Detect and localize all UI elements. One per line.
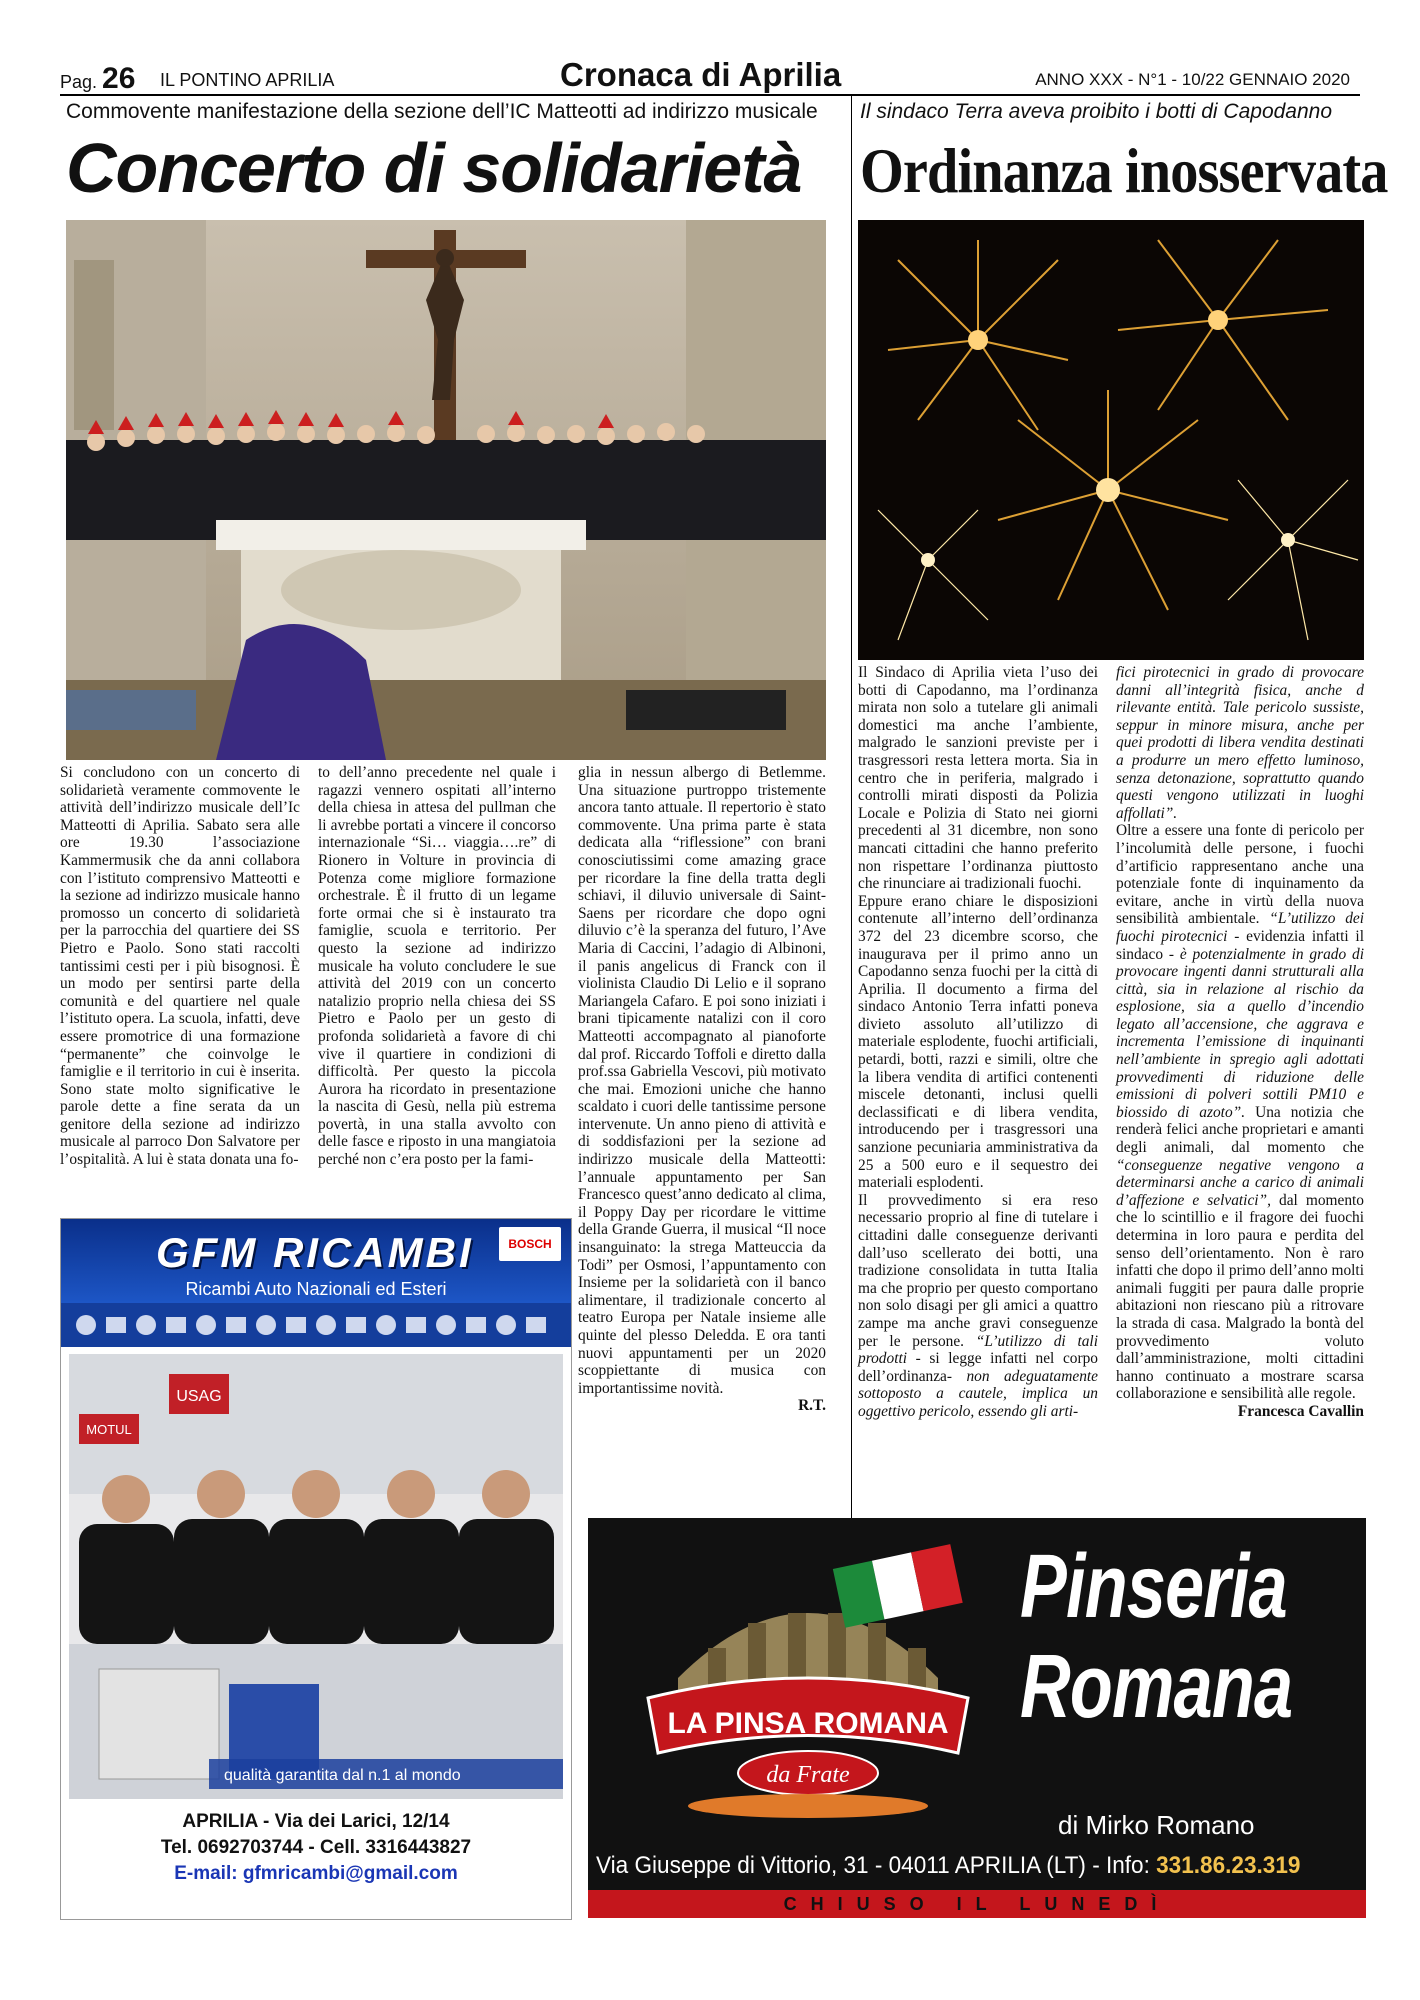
right-article-signature: Francesca Cavallin xyxy=(1237,1402,1364,1420)
gfm-photo-caption: qualità garantita dal n.1 al mondo xyxy=(224,1767,461,1784)
column-divider xyxy=(851,96,852,1536)
pinsa-romana-logo xyxy=(608,1528,1008,1818)
pinseria-name-line2: Romana xyxy=(1020,1637,1293,1737)
right-article-column-2: fici pirotecnici in grado di provocare danni all’integrità fisica, anche d rilevante entità. Tale pericolo sussiste, seppur in minore misura, anche per quei prodotti di libera vendita destinati a produrre un mero effetto luminoso, senza detonazione, soprattutto quando questi vengono utilizzati in luoghi affollati”. Oltre a essere una fonte di pericolo per l’incolumità delle persone, i fuochi d’artificio rappresentano anche una potenziale fonte di inquinamento da evitare, anche in virtù della nuova sensibilità ambientale. “L’utilizzo dei fuochi pirotecnici - evidenzia infatti il sindaco - è potenzialmente in grado di provocare ingenti danni strutturali alla città, sia in relazione al rischio da esplosione, sia a quello d’incendio legato all’accensione, che aggrava e incrementa l’emissione di inquinanti nell’ambiente in spregio agli adottati provvedimenti di riduzione delle emissioni di polveri sottili PM10 e biossido di azoto”. Una notizia che renderà felici anche proprietari e amanti degli animali, dal momento che “conseguenze negative vengono a determinarsi anche a carico di animali d’affezione e selvatici”, dal momento che lo scintillio e il fragore dei fuochi determina in loro paura e perdita del senso dell’orientamento. Non è raro infatti che dopo il primo dell’anno molti animali fuggiti per paura dalle proprie abitazioni non riescano più a ritrovare la strada di casa. Malgrado la bontà del provvedimento voluto dall’amministrazione, molti cittadini hanno continuato a mostrare scarsa collaborazione e sensibilità alle regole. Francesca Cavallin xyxy=(1116,664,1364,1420)
page-label: Pag. 26 xyxy=(60,62,136,95)
pinseria-address: Via Giuseppe di Vittorio, 31 - 04011 APRILIA (LT) - Info: 331.86.23.319 xyxy=(596,1852,1301,1879)
left-article-column-1: Si concludono con un concerto di solidarietà veramente commovente le attività dell’indirizzo musicale dell’Ic Matteotti di Aprilia. Sabato sera alle ore 19.30 l’associazione Kammermusik che da anni collabora con l’istituto comprensivo Matteotti e la sezione ad indirizzo musicale hanno promosso un concerto di solidarietà per la parrocchia del quartiere dei SS Pietro e Paolo. Sono stati raccolti tantissimi cesti per i più bisognosi. È un modo per sentirsi parte della comunità e del quartiere nel quale l’istituto opera. La scuola, infatti, deve essere promotrice di una formazione “permanente” che coinvolge le famiglie e il territorio in cui è inserita. Sono state molto significative le parole dette a fine serata da un genitore della sezione ad indirizzo musicale al parroco Don Salvatore per l’ospitalità. A lui è stata donata una fo- xyxy=(60,764,300,1169)
left-article-title: Concerto di solidarietà xyxy=(66,129,802,207)
section-title: Cronaca di Aprilia xyxy=(560,56,842,93)
issue-info: ANNO XXX - N°1 - 10/22 GENNAIO 2020 xyxy=(1035,70,1350,89)
gfm-staff-photo xyxy=(69,1354,563,1799)
right-article-title: Ordinanza inosservata xyxy=(860,135,1388,206)
bosch-logo: BOSCH xyxy=(499,1227,561,1261)
left-article-column-2: to dell’anno precedente nel quale i ragazzi vennero ospitati all’interno della chiesa in attesa del pullman che li avrebbe portati a vincere il concorso internazionale “Si… viaggia….re” di Rionero in Volture in provincia di Potenza come migliore formazione orchestrale. È il frutto di un legame forte ormai che si è instaurato tra famiglie, scuola e territorio. Per questo la sezione ad indirizzo musicale ha voluto concludere le sue attività del 2019 con un concerto natalizio proprio nella chiesa dei SS Pietro e Paolo per un gesto di profonda solidarietà a favore di chi vive il quartiere in condizioni di difficoltà. Per questo la piccola Aurora ha ricordato in presentazione la nascita di Gesù, nella più estrema povertà, in una stalla avvolto con delle fasce e riposto in una mangiatoia perché non c’era posto per la fami- xyxy=(318,764,556,1169)
gfm-banner xyxy=(61,1219,571,1303)
pinsa-logo-title: LA PINSA ROMANA xyxy=(667,1707,949,1740)
pinseria-phone[interactable]: 331.86.23.319 xyxy=(1156,1852,1301,1879)
gfm-email[interactable]: E-mail: gfmricambi@gmail.com xyxy=(174,1863,458,1884)
left-article-signature: R.T. xyxy=(798,1397,826,1415)
gfm-ricambi-ad[interactable] xyxy=(60,1218,572,1920)
header-divider xyxy=(60,94,1360,96)
usag-sign: USAG xyxy=(176,1388,222,1405)
pinseria-name-line1: Pinseria xyxy=(1020,1537,1287,1637)
newspaper-name: IL PONTINO APRILIA xyxy=(160,70,335,90)
left-article-kicker: Commovente manifestazione della sezione dell’IC Matteotti ad indirizzo musicale xyxy=(66,100,818,123)
left-article-column-3: glia in nessun albergo di Betlemme. Una situazione purtroppo tristemente ancora tanto attuale. Il repertorio è stato commovente. Una prima parte è stata dedicata alla “riflessione” con brani conosciutissimi come amazing grace per ricordare la fine della tratta degli schiavi, il diluvio universale di Saint-Saens per ricordare che dopo ogni diluvio c’è la speranza del futuro, l’Ave Maria di Caccini, l’adagio di Albinoni, il panis angelicus di Franck con il violinista Claudio Di Lelio e il soprano Mariangela Cafaro. E poi sono iniziati i brani tipicamente natalizi con il coro Matteotti accompagnato al pianoforte dal prof. Riccardo Toffoli e diretto dalla prof.ssa Gabriella Vescovi, più motivato che mai. Emozioni uniche che hanno scaldato i cuori delle tantissime persone intervenute. Un anno pieno di attività e di soddisfazioni per la sezione ad indirizzo musicale della Matteotti: l’annuale appuntamento per San Francesco quest’anno dedicato al clima, il Poppy Day per ricordare le vittime della Grande Guerra, il musical “Il noce insanguinato: la strega Matteuccia da Todi” per Osmosi, l’appuntamento con Insieme per la solidarietà con il banco alimentare, il tradizionale concerto al teatro Europa per Natale insieme alle quinte del plesso Deledda. E ora tanti nuovi appuntamenti per un 2020 scoppiettante di musica con importantissime novità. R.T. xyxy=(578,764,826,1415)
pinseria-closed-notice: CHIUSO IL LUNEDÌ xyxy=(588,1890,1366,1918)
right-article-column-1: Il Sindaco di Aprilia vieta l’uso dei botti di Capodanno, ma l’ordinanza mirata non solo a tutelare gli animali domestici ma anche l’ambiente, malgrado le sanzioni previste per i trasgressori resta lettera morta. Sia in centro che in periferia, malgrado i controlli mirati disposti da Polizia Locale e Polizia di Stato nei giorni precedenti al 31 dicembre, non sono mancati cittadini che hanno preferito non rispettare l’ordinanza piuttosto che rinunciare ai tradizionali fuochi. Eppure erano chiare le disposizioni contenute all’interno dell’ordinanza 372 del 23 dicembre scorso, che inaugurava per il primo anno un Capodanno senza fuochi per la città di Aprilia. Il documento a firma del sindaco Antonio Terra infatti poneva divieto assoluto all’utilizzo di materiale esplodente, fuochi artificiali, petardi, botti, razzi e simili, oltre che la libera vendita di artifici contenenti miscele detonanti, inclusi quelli declassificati e di libera vendita, introducendo per i trasgressori una sanzione pecuniaria amministrativa da 25 a 500 euro e il sequestro dei materiali esplodenti. Il provvedimento si era reso necessario proprio al fine di tutelare i cittadini dalle conseguenze derivanti dall’uso scellerato dei botti, una tradizione consolidata in tutta Italia ma che proprio per questo comportano non solo disagi per gli amici a quattro zampe ma anche gravi conseguenze per le persone. “L’utilizzo di tali prodotti - si legge infatti nel corpo dell’ordinanza- non adeguatamente sottoposto a cautele, implica un oggettivo pericolo, essendo gli arti- xyxy=(858,664,1098,1420)
pinsa-logo-subtitle: da Frate xyxy=(766,1762,850,1788)
gfm-tagline: Ricambi Auto Nazionali ed Esteri xyxy=(185,1279,447,1299)
choir-concert-photo xyxy=(66,220,826,760)
gfm-address-line: APRILIA - Via dei Larici, 12/14 xyxy=(182,1811,450,1832)
auto-parts-icons-strip xyxy=(61,1303,571,1347)
page-number: 26 xyxy=(102,62,136,95)
pinseria-owner: di Mirko Romano xyxy=(1058,1810,1255,1840)
motul-sign: MOTUL xyxy=(86,1422,132,1437)
gfm-logo: GFM RICAMBI xyxy=(156,1229,474,1276)
gfm-phones: Tel. 0692703744 - Cell. 3316443827 xyxy=(160,1837,472,1858)
fireworks-photo xyxy=(858,220,1364,660)
gfm-contact xyxy=(61,1809,571,1887)
pinseria-romana-ad[interactable] xyxy=(588,1518,1366,1918)
right-article-kicker: Il sindaco Terra aveva proibito i botti di Capodanno xyxy=(860,100,1333,123)
